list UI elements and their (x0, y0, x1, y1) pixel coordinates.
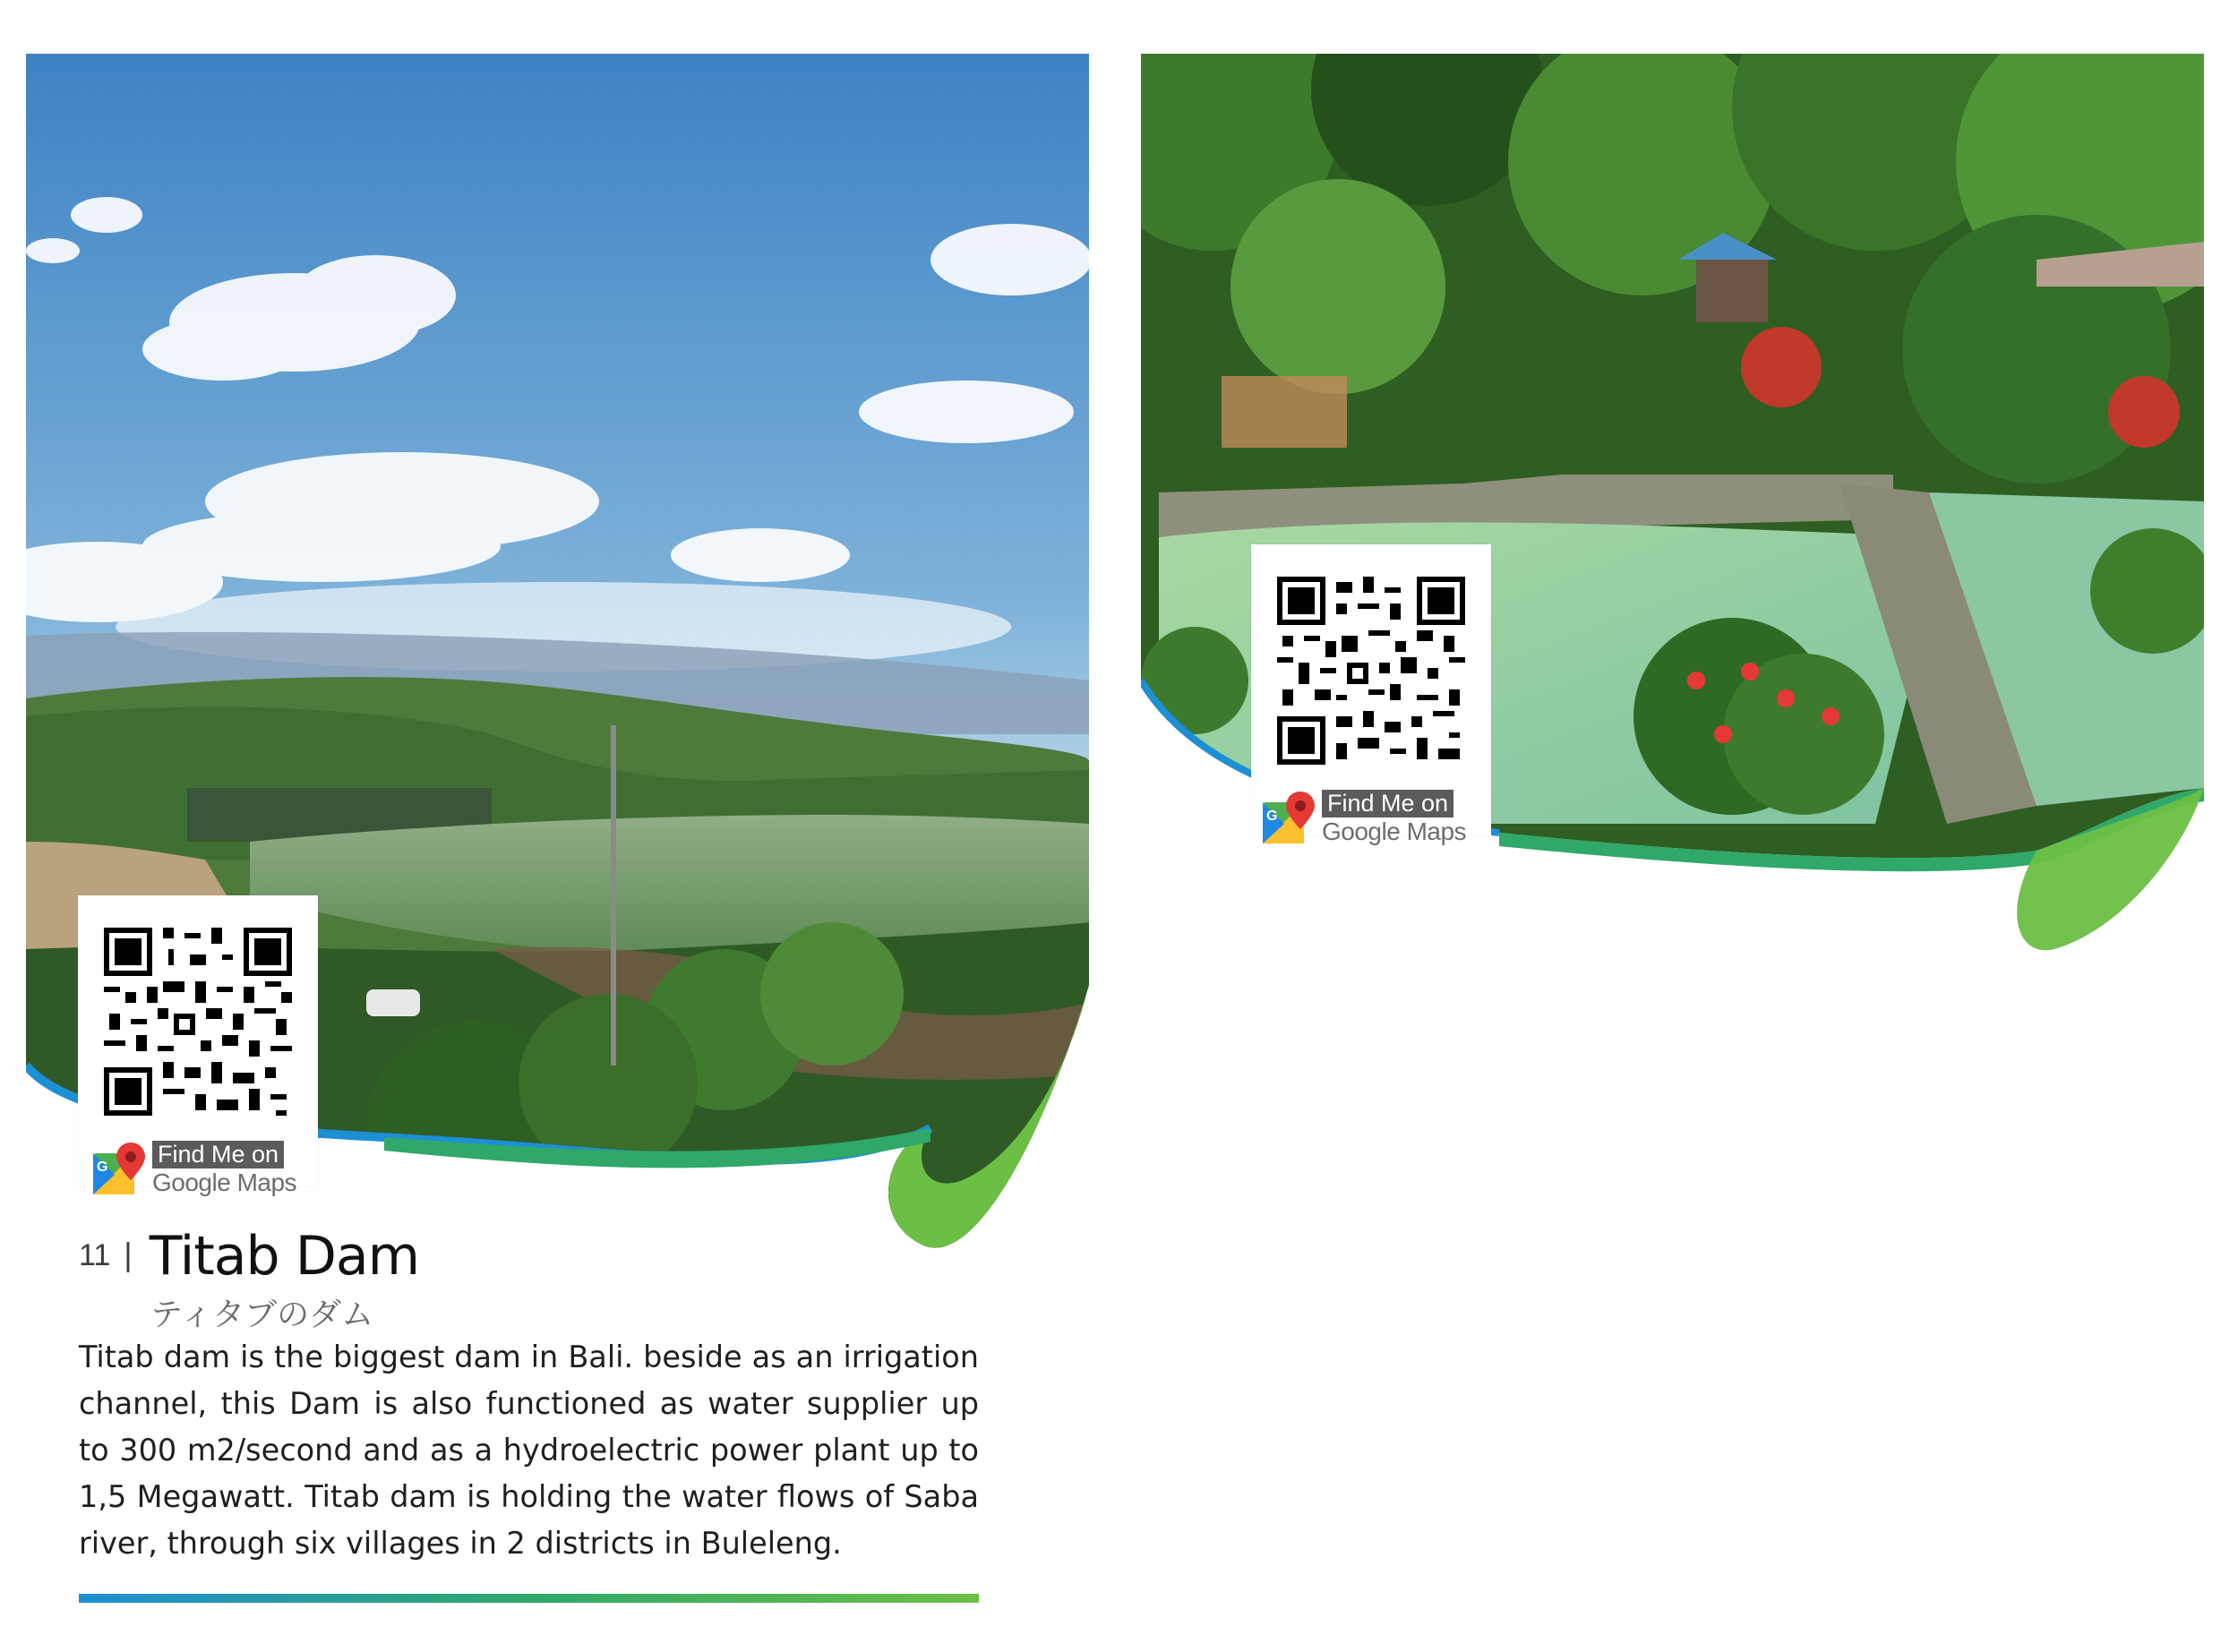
find-me-on-label: Find Me on (1322, 790, 1454, 817)
google-maps-pin-icon (90, 1141, 147, 1198)
find-me-on-google-maps-badge[interactable] (90, 1137, 322, 1200)
svg-text:G: G (1266, 809, 1278, 824)
page-titab-dam (0, 0, 1110, 1652)
page-heading (79, 1227, 419, 1286)
page-number: 11 (79, 1238, 111, 1272)
japanese-subtitle: ティタブのダム (150, 1297, 374, 1333)
page-banjar-hot-spring (1110, 0, 2221, 1652)
svg-text:G: G (97, 1160, 108, 1175)
bottom-divider (79, 1594, 979, 1603)
page-title: Titab Dam (149, 1225, 420, 1288)
heading-separator: | (123, 1237, 133, 1273)
find-me-on-label: Find Me on (152, 1141, 284, 1168)
google-maps-pin-icon (1259, 790, 1316, 847)
qr-code-icon (1272, 571, 1471, 770)
google-maps-label: Google Maps (1322, 817, 1467, 845)
google-maps-label: Google Maps (152, 1168, 297, 1196)
qr-code-icon (99, 922, 297, 1121)
find-me-on-google-maps-badge[interactable] (1259, 786, 1492, 849)
description-text: Titab dam is the biggest dam in Bali. beside as an irrigation channel, this Dam is also functioned as water supplier up to 300 m2/second and as a hydroelectric power plant up to 1,5 Megawatt. Titab dam is holding the water flows of Saba river, through six villages in 2 districts in Buleleng. (79, 1340, 979, 1561)
